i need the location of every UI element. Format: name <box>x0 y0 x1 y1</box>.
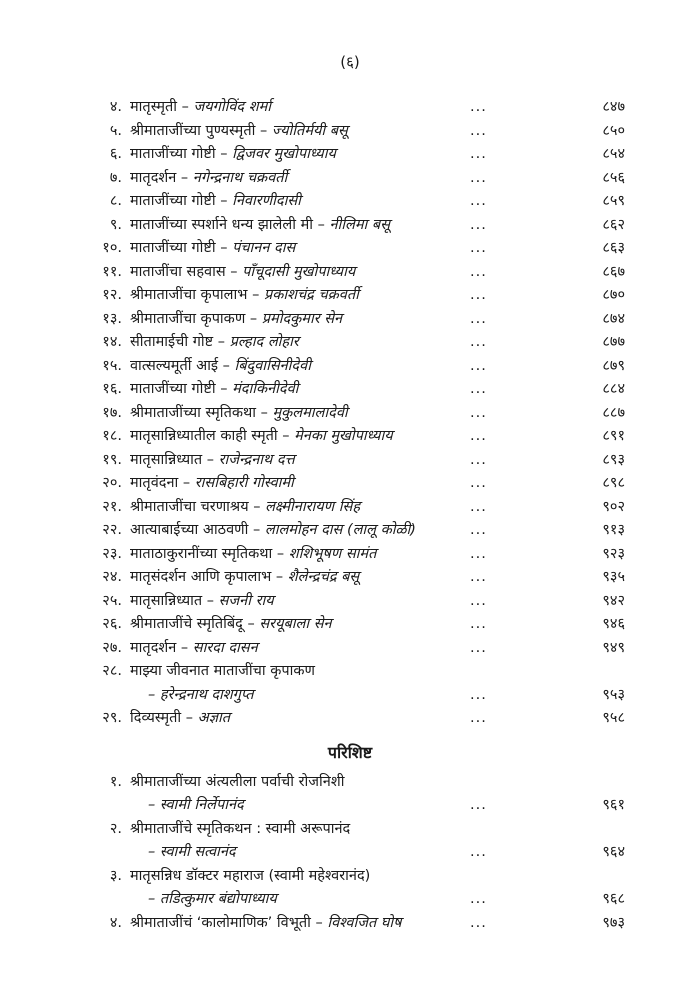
entry-title <box>130 566 359 590</box>
entry-page: ९१३ <box>602 522 625 538</box>
entry-title <box>130 355 311 379</box>
entry-title-text: सीतामाईची गोष्ट – <box>130 334 225 350</box>
entry-number: २६. <box>102 616 122 632</box>
leader-dots: ... <box>470 914 487 931</box>
toc-entry <box>0 590 700 614</box>
entry-page: ९२३ <box>602 545 625 562</box>
appendix-entry <box>0 771 700 795</box>
entry-author: पाँचूदासी मुखोपाध्याय <box>242 263 356 280</box>
entry-author: प्रकाशचंद्र चक्रवर्ती <box>263 287 359 303</box>
toc-entry <box>0 355 700 379</box>
entry-page: ८५४ <box>602 146 625 162</box>
toc-entries <box>0 96 700 660</box>
entry-author: शैलेन्द्रचंद्र बसू <box>287 569 360 585</box>
leader-dots: ... <box>470 122 487 139</box>
entry-number: २२. <box>102 522 122 538</box>
entry-page: ९५८ <box>602 710 625 726</box>
toc-entry <box>0 214 700 238</box>
entry-number: १९. <box>102 451 122 468</box>
entry-author: अज्ञात <box>197 710 231 726</box>
entry-number: २. <box>109 820 122 837</box>
entry-author: मंदाकिनीदेवी <box>232 381 299 397</box>
toc-entry <box>0 637 700 661</box>
entry-title <box>130 378 298 402</box>
entry-number: १. <box>109 773 122 790</box>
toc-entry <box>0 402 700 426</box>
entry-title-text: माताजींच्या स्पर्शाने धन्य झालेली मी – <box>130 216 325 233</box>
entry-title <box>130 96 271 120</box>
entry-title <box>130 214 390 238</box>
leader-dots: ... <box>470 263 487 280</box>
entry-page: ९४६ <box>602 616 625 632</box>
entry-title-text: माताजींच्या गोष्टी – <box>130 193 228 209</box>
entry-page: ८७० <box>602 287 625 303</box>
entry-number: २७. <box>102 639 122 656</box>
entry-number: १०. <box>102 240 122 256</box>
entry-author: लक्ष्मीनारायण सिंह <box>265 498 361 515</box>
entry-author: – स्वामी सत्वानंद <box>148 844 236 860</box>
entry-title <box>130 590 274 614</box>
leader-dots: ... <box>470 616 487 632</box>
entry-title-text: मातृस्मृती – <box>130 99 189 115</box>
entry-author: सारदा दासन <box>192 639 258 656</box>
entry-title: माझ्या जीवनात माताजींचा कृपाकण <box>130 663 315 679</box>
entry-title <box>130 425 393 449</box>
entry-title-text: श्रीमाताजींचा कृपाकण – <box>130 310 258 327</box>
toc-entry <box>0 331 700 355</box>
toc-entry <box>0 167 700 191</box>
entry-page: ९६८ <box>602 891 625 907</box>
leader-dots: ... <box>470 404 487 421</box>
entry-page: ८६२ <box>602 216 625 233</box>
entry-author: निवारणीदासी <box>232 193 301 209</box>
leader-dots: ... <box>470 357 487 374</box>
leader-dots: ... <box>470 287 487 303</box>
leader-dots: ... <box>470 569 487 585</box>
entry-author: पंचानन दास <box>232 240 296 256</box>
entry-title <box>130 331 299 355</box>
entry-title <box>130 472 294 496</box>
entry-page: ८८७ <box>602 404 625 421</box>
entry-title <box>130 190 301 214</box>
entry-author: द्विजवर मुखोपाध्याय <box>232 146 336 162</box>
entry-title-text: मातृसान्निध्यातील काही स्मृती – <box>130 428 290 444</box>
entry-author: प्रल्हाद लोहार <box>229 334 299 350</box>
entry-number: २४. <box>102 569 122 585</box>
entry-number: २५. <box>102 592 122 609</box>
entry-number: १५. <box>102 357 122 374</box>
entry-author: राजेन्द्रनाथ दत्त <box>218 451 295 468</box>
leader-dots: ... <box>470 522 487 538</box>
entry-title-text: वात्सल्यमूर्ती आई – <box>130 357 230 374</box>
entry-author: – हरेन्द्रनाथ दाशगुप्त <box>148 686 254 703</box>
toc-entry <box>0 190 700 214</box>
entry-title <box>130 613 332 637</box>
toc-entry <box>0 519 700 543</box>
entry-author: ज्योतिर्मयी बसू <box>271 122 348 139</box>
appendix-entry-continuation <box>0 888 700 912</box>
leader-dots: ... <box>470 592 487 609</box>
entry-title-text: श्रीमाताजींचे स्मृतिबिंदू – <box>130 616 255 632</box>
entry-title-text: माताठाकुरानींच्या स्मृतिकथा – <box>130 545 285 562</box>
entry-title <box>130 237 295 261</box>
entry-title <box>130 543 376 567</box>
entry-number: ९. <box>109 216 122 233</box>
table-of-contents <box>0 96 700 935</box>
toc-entry <box>0 261 700 285</box>
entry-page: ८९१ <box>602 428 625 444</box>
toc-entry <box>0 425 700 449</box>
entry-number: १४. <box>102 334 122 350</box>
toc-entry-continuation <box>0 684 700 708</box>
entry-page: ९७३ <box>602 914 625 931</box>
leader-dots: ... <box>470 686 487 703</box>
entry-title: श्रीमाताजींच्या अंत्यलीला पर्वाची रोजनिशी <box>130 773 345 790</box>
entry-number: १७. <box>102 404 122 421</box>
entry-page: ९६१ <box>602 797 625 813</box>
entry-author: शशिभूषण सामंत <box>288 545 377 562</box>
entry-number: ४. <box>109 99 122 115</box>
entry-number: २०. <box>102 475 122 491</box>
entry-number: ११. <box>102 263 122 280</box>
entry-number: २१. <box>102 498 122 515</box>
entry-page: ९५३ <box>602 686 625 703</box>
entry-page: ९०२ <box>602 498 625 515</box>
entry-page: ८६७ <box>602 263 625 280</box>
entry-title-text: मातृवंदना – <box>130 475 191 491</box>
entry-title-text: मातृसंदर्शन आणि कृपालाभ – <box>130 569 284 585</box>
entry-title-text: श्रीमाताजींचा कृपालाभ – <box>130 287 260 303</box>
leader-dots: ... <box>470 334 487 350</box>
leader-dots: ... <box>470 216 487 233</box>
entry-author: नगेन्द्रनाथ चक्रवर्ती <box>192 169 288 186</box>
entry-title-text: माताजींच्या गोष्टी – <box>130 381 228 397</box>
toc-entry <box>0 660 700 684</box>
toc-entry <box>0 566 700 590</box>
entry-author: मेनका मुखोपाध्याय <box>294 428 393 444</box>
entry-author: बिंदुवासिनीदेवी <box>234 357 311 374</box>
entry-number: ४. <box>109 914 122 931</box>
entry-title <box>130 143 336 167</box>
entry-title <box>130 449 295 473</box>
entry-author: विश्वजित घोष <box>327 914 402 931</box>
leader-dots: ... <box>470 639 487 656</box>
leader-dots: ... <box>470 169 487 186</box>
appendix-heading: परिशिष्ट <box>327 742 373 762</box>
toc-entry <box>0 613 700 637</box>
entry-title-text: मातृसान्निध्यात – <box>130 592 215 609</box>
entry-number: ८. <box>109 193 122 209</box>
leader-dots: ... <box>470 891 487 907</box>
leader-dots: ... <box>470 99 487 115</box>
entry-title <box>130 284 359 308</box>
leader-dots: ... <box>470 428 487 444</box>
toc-entry <box>0 143 700 167</box>
toc-entry <box>0 96 700 120</box>
toc-entry <box>0 120 700 144</box>
appendix-entry-continuation <box>0 794 700 818</box>
entry-page: ९४९ <box>602 639 625 656</box>
entry-number: ५. <box>109 122 122 139</box>
toc-entry <box>0 308 700 332</box>
entry-number: ३. <box>109 867 122 884</box>
entry-number: १६. <box>102 381 122 397</box>
entry-page: ८५० <box>602 122 625 139</box>
entry-page: ८७९ <box>602 357 625 374</box>
entry-title <box>130 167 287 191</box>
entry-page: ८८४ <box>602 381 625 397</box>
entry-title-text: श्रीमाताजींचं ‘कालोमाणिक’ विभूती – <box>130 914 323 931</box>
entry-number: २३. <box>102 545 122 562</box>
entry-title-text: मातृसान्निध्यात – <box>130 451 215 468</box>
entry-author: सजनी राय <box>218 592 274 609</box>
entry-title <box>130 120 348 144</box>
appendix-entry-continuation <box>0 841 700 865</box>
entry-author: – स्वामी निर्लेपानंद <box>148 797 244 813</box>
toc-entry <box>0 472 700 496</box>
entry-page: ९४२ <box>602 592 625 609</box>
toc-entry <box>0 543 700 567</box>
entry-title <box>130 261 355 285</box>
toc-entry <box>0 449 700 473</box>
entry-title <box>130 637 258 661</box>
entry-number: २९. <box>102 710 122 726</box>
entry-title: श्रीमाताजींचे स्मृतिकथन : स्वामी अरूपानंद <box>130 820 351 837</box>
entry-page: ८९८ <box>602 475 625 491</box>
entry-author: मुकुलमालादेवी <box>272 404 348 421</box>
entry-page: ९६४ <box>602 844 625 860</box>
entry-page: ८६३ <box>602 240 625 256</box>
entry-title <box>130 912 402 936</box>
toc-entry <box>0 496 700 520</box>
entry-number: ७. <box>109 169 122 186</box>
leader-dots: ... <box>470 475 487 491</box>
entry-page: ८५६ <box>602 169 625 186</box>
entry-page: ८९३ <box>602 451 625 468</box>
entry-number: ६. <box>109 146 122 162</box>
toc-entry <box>0 378 700 402</box>
entry-title-text: श्रीमाताजींच्या स्मृतिकथा – <box>130 404 268 421</box>
entry-page: ८५९ <box>602 193 625 209</box>
leader-dots: ... <box>470 193 487 209</box>
leader-dots: ... <box>470 797 487 813</box>
entry-title-text: श्रीमाताजींचा चरणाश्रय – <box>130 498 261 515</box>
entry-title-text: माताजींच्या गोष्टी – <box>130 146 228 162</box>
entry-page: ८४७ <box>602 99 625 115</box>
entry-author: सरयूबाला सेन <box>259 616 332 632</box>
page-number: (६) <box>340 53 360 71</box>
leader-dots: ... <box>470 710 487 726</box>
leader-dots: ... <box>470 146 487 162</box>
entry-page: ९३५ <box>602 569 625 585</box>
entry-title <box>130 519 416 543</box>
entry-number: १२. <box>102 287 122 303</box>
entry-title-text: माताजींच्या गोष्टी – <box>130 240 228 256</box>
entry-title-text: आत्याबाईच्या आठवणी – <box>130 522 261 538</box>
entry-title-text: श्रीमाताजींच्या पुण्यस्मृती – <box>130 122 268 139</box>
entry-page: ८७४ <box>602 310 625 327</box>
entry-title <box>130 707 230 731</box>
entry-number: १३. <box>102 310 122 327</box>
leader-dots: ... <box>470 381 487 397</box>
entry-number: २८. <box>102 663 122 679</box>
entry-author: नीलिमा बसू <box>329 216 390 233</box>
leader-dots: ... <box>470 240 487 256</box>
entry-title <box>130 308 342 332</box>
entry-title-text: मातृदर्शन – <box>130 639 189 656</box>
appendix-entry <box>0 818 700 842</box>
appendix-entry <box>0 912 700 936</box>
leader-dots: ... <box>470 545 487 562</box>
leader-dots: ... <box>470 498 487 515</box>
appendix-entry <box>0 865 700 889</box>
entry-author: लालमोहन दास (लालू कोळी) <box>264 522 416 538</box>
entry-title-text: मातृदर्शन – <box>130 169 189 186</box>
entry-title-text: दिव्यस्मृती – <box>130 710 194 726</box>
entry-author: प्रमोदकुमार सेन <box>261 310 343 327</box>
toc-entry <box>0 284 700 308</box>
leader-dots: ... <box>470 844 487 860</box>
entry-author: रासबिहारी गोस्वामी <box>194 475 294 491</box>
entry-title <box>130 402 348 426</box>
entry-title <box>130 496 360 520</box>
entry-title-text: माताजींचा सहवास – <box>130 263 238 280</box>
toc-entry <box>0 237 700 261</box>
entry-author: जयगोविंद शर्मा <box>193 99 272 115</box>
leader-dots: ... <box>470 451 487 468</box>
entry-title: मातृसन्निध डॉक्टर महाराज (स्वामी महेश्वरानंद) <box>130 867 371 884</box>
entry-number: १८. <box>102 428 122 444</box>
entry-page: ८७७ <box>602 334 625 350</box>
entry-author: – तडित्कुमार बंद्योपाध्याय <box>148 891 277 907</box>
toc-entry <box>0 707 700 731</box>
leader-dots: ... <box>470 310 487 327</box>
